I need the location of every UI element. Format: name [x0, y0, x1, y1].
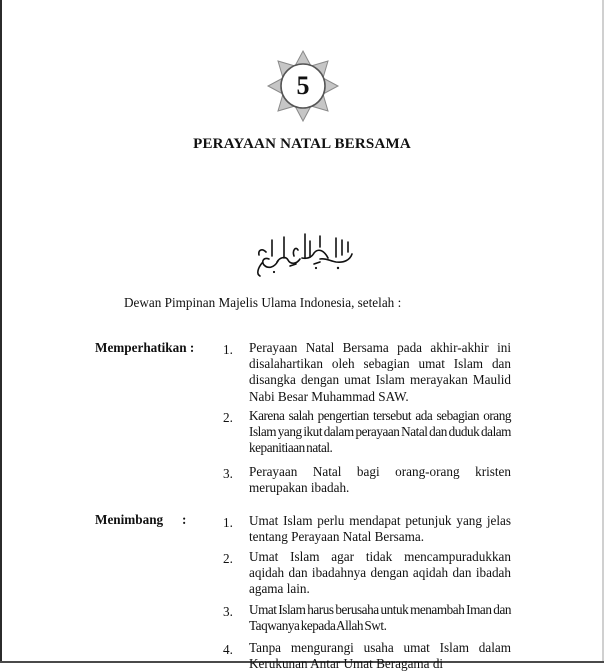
list-item: Umat Islam agar tidak mencampuradukkan aqidah dan ibadahnya dengan aqidah dan ibadah agama lain. [249, 549, 511, 597]
list-item: Karena salah pengertian tersebut ada sebagian orang Islam yang ikut dalam perayaan Natal dan duduk dalam kepanitiaan natal. [249, 408, 511, 456]
list-item: Tanpa mengurangi usaha umat Islam dalam Kerukunan Antar Umat Beragama di [249, 640, 511, 672]
chapter-badge [267, 50, 339, 122]
item-number: 1. [223, 515, 233, 530]
item-number: 1. [223, 342, 233, 357]
list-item: Umat Islam harus berusaha untuk menambah Iman dan Taqwanya kepada Allah Swt. [249, 602, 511, 634]
item-number: 4. [223, 642, 233, 657]
basmalah-calligraphy-icon [250, 228, 356, 278]
section-colon: : [182, 512, 187, 527]
item-number: 3. [223, 604, 233, 619]
list-item: Umat Islam perlu mendapat petunjuk yang jelas tentang Perayaan Natal Bersama. [249, 513, 511, 545]
list-item: Perayaan Natal bagi orang-orang kristen merupakan ibadah. [249, 464, 511, 496]
page-left-edge [0, 0, 2, 663]
section-label-menimbang: Menimbang [95, 512, 164, 527]
list-item: Perayaan Natal Bersama pada akhir-akhir ini disalahartikan oleh sebagian umat Islam dan disangka dengan umat Islam merayakan Maulid Nabi Besar Muhammad SAW. [249, 340, 511, 404]
intro-sentence: Dewan Pimpinan Majelis Ulama Indonesia, setelah : [124, 295, 402, 310]
section-label-memperhatikan: Memperhatikan : [95, 340, 195, 355]
item-number: 3. [223, 466, 233, 481]
item-number: 2. [223, 410, 233, 425]
chapter-number: 5 [296, 71, 310, 100]
item-number: 2. [223, 551, 233, 566]
chapter-title: PERAYAAN NATAL BERSAMA [193, 136, 411, 152]
